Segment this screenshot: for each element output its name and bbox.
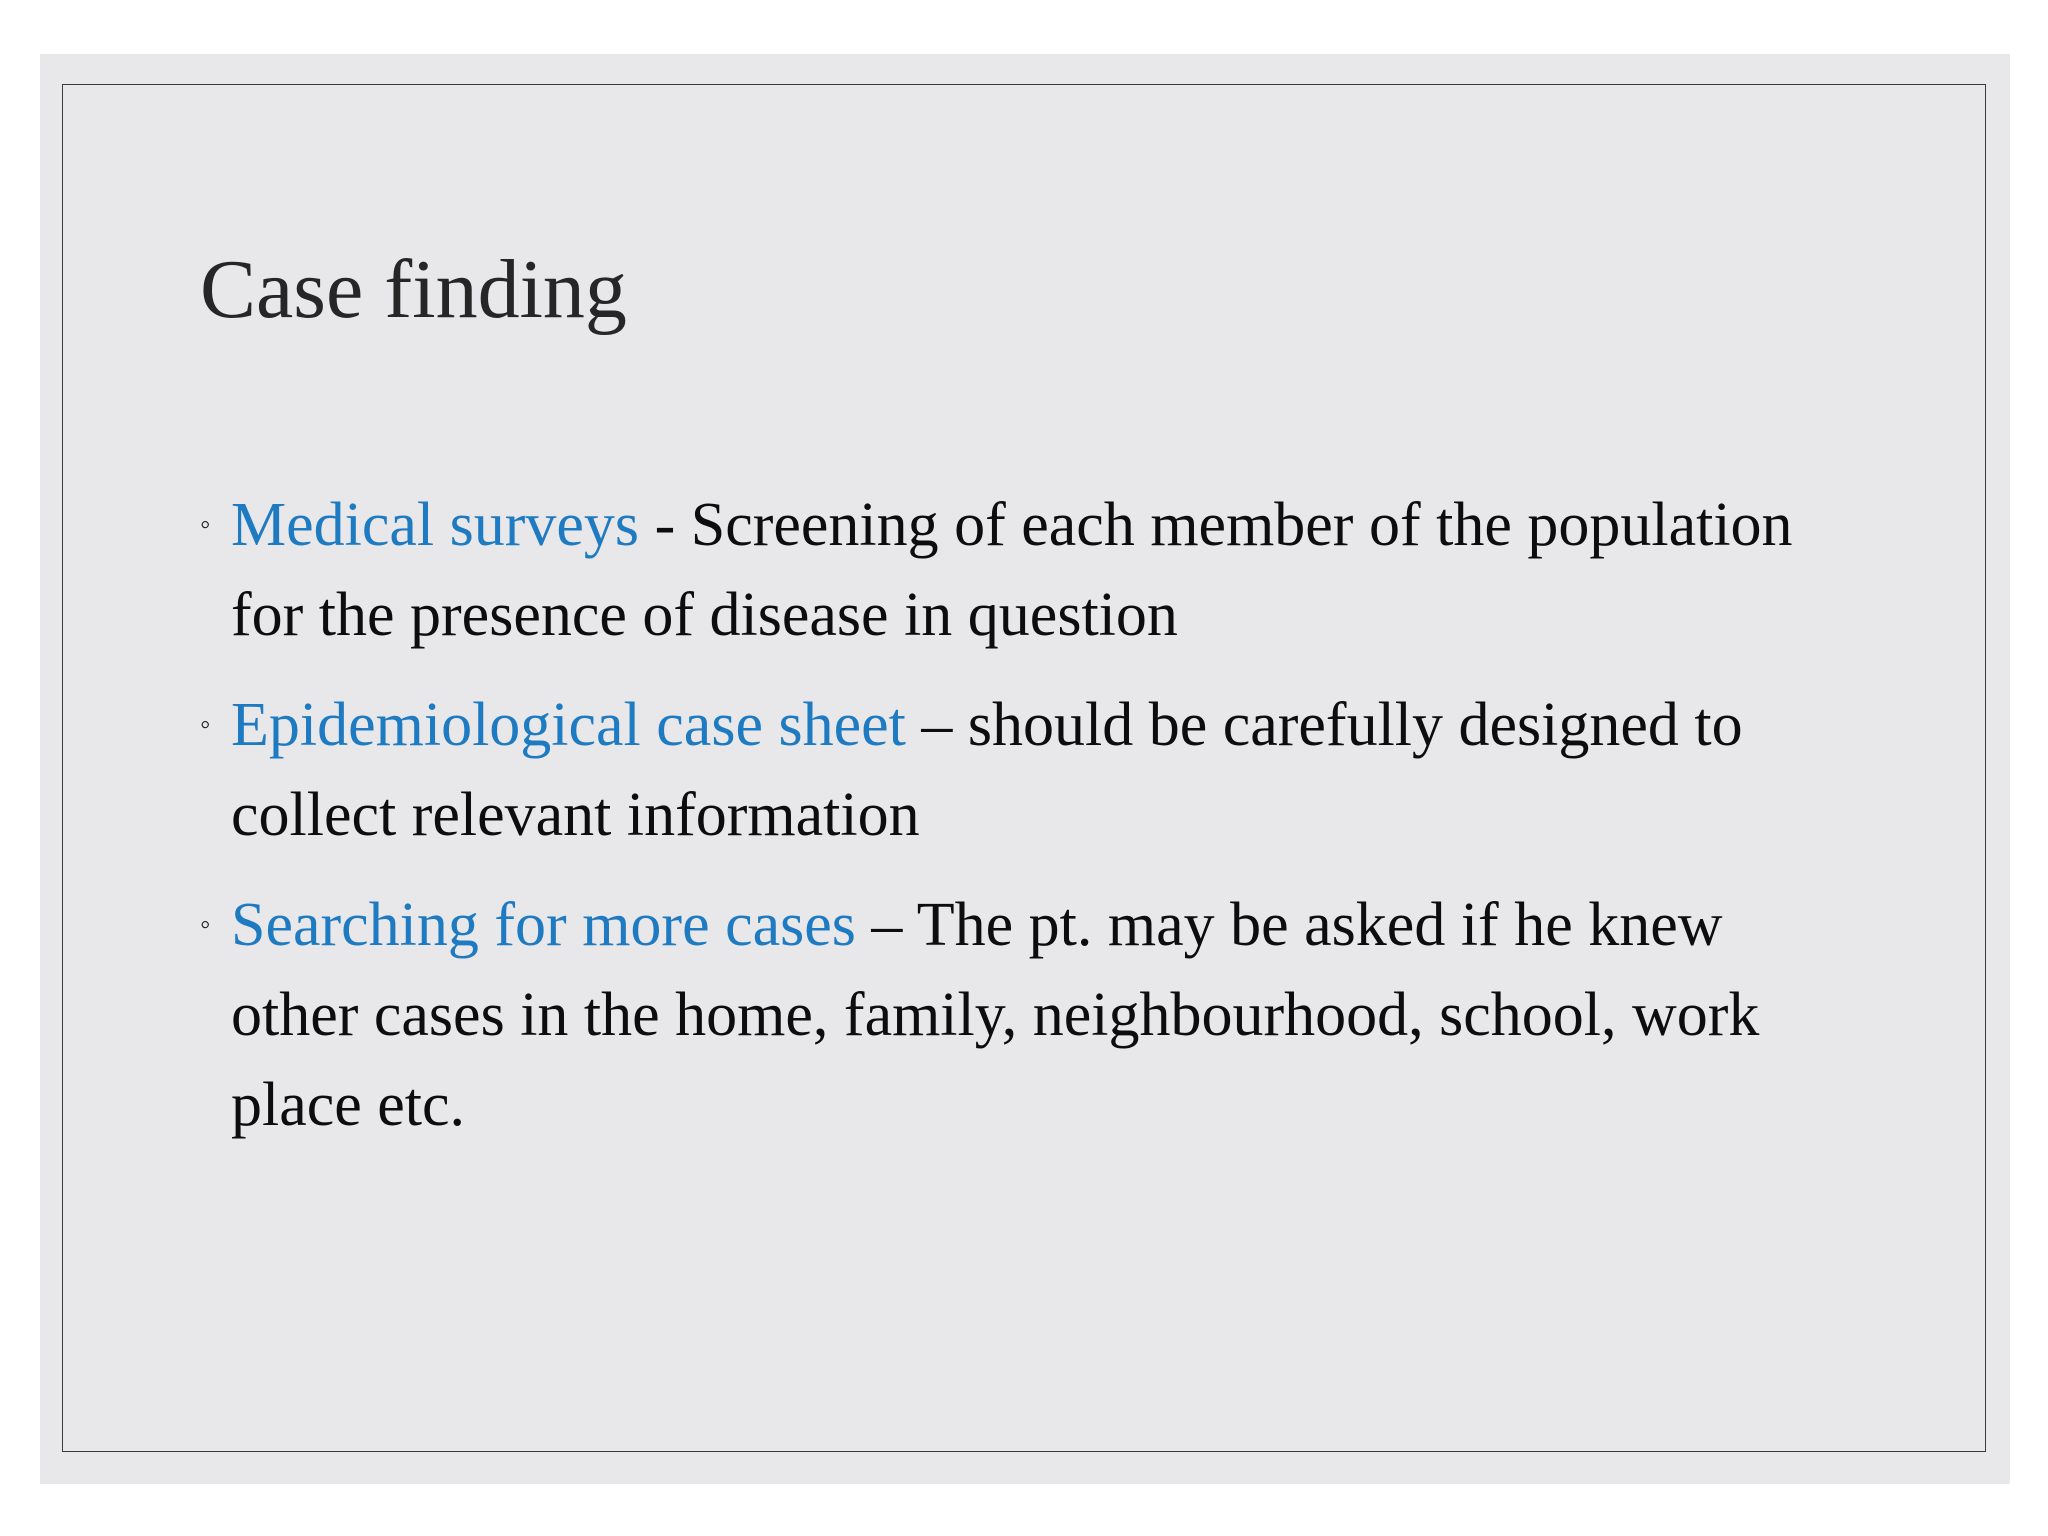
bullet-circle-icon: ◦ bbox=[200, 908, 211, 941]
bullet-term: Medical surveys bbox=[231, 491, 640, 559]
bullet-term: Searching for more cases bbox=[231, 891, 856, 959]
bullet-text: – The pt. may be asked if he knew other cases in the home, family, neighbourhood, school, work place etc. bbox=[231, 891, 1760, 1139]
bullet-item-searching-for-more-cases bbox=[200, 880, 1850, 1150]
slide-title: Case finding bbox=[200, 243, 627, 336]
bullet-text: – should be carefully designed to collect relevant information bbox=[231, 691, 1743, 849]
bullet-text: - Screening of each member of the population for the presence of disease in question bbox=[231, 491, 1793, 649]
bullet-item-medical-surveys bbox=[200, 480, 1850, 660]
bullet-item-epidemiological-case-sheet bbox=[200, 680, 1850, 860]
bullet-list bbox=[200, 480, 1850, 1170]
bullet-term: Epidemiological case sheet bbox=[231, 691, 906, 759]
bullet-circle-icon: ◦ bbox=[200, 708, 211, 741]
bullet-circle-icon: ◦ bbox=[200, 508, 211, 541]
